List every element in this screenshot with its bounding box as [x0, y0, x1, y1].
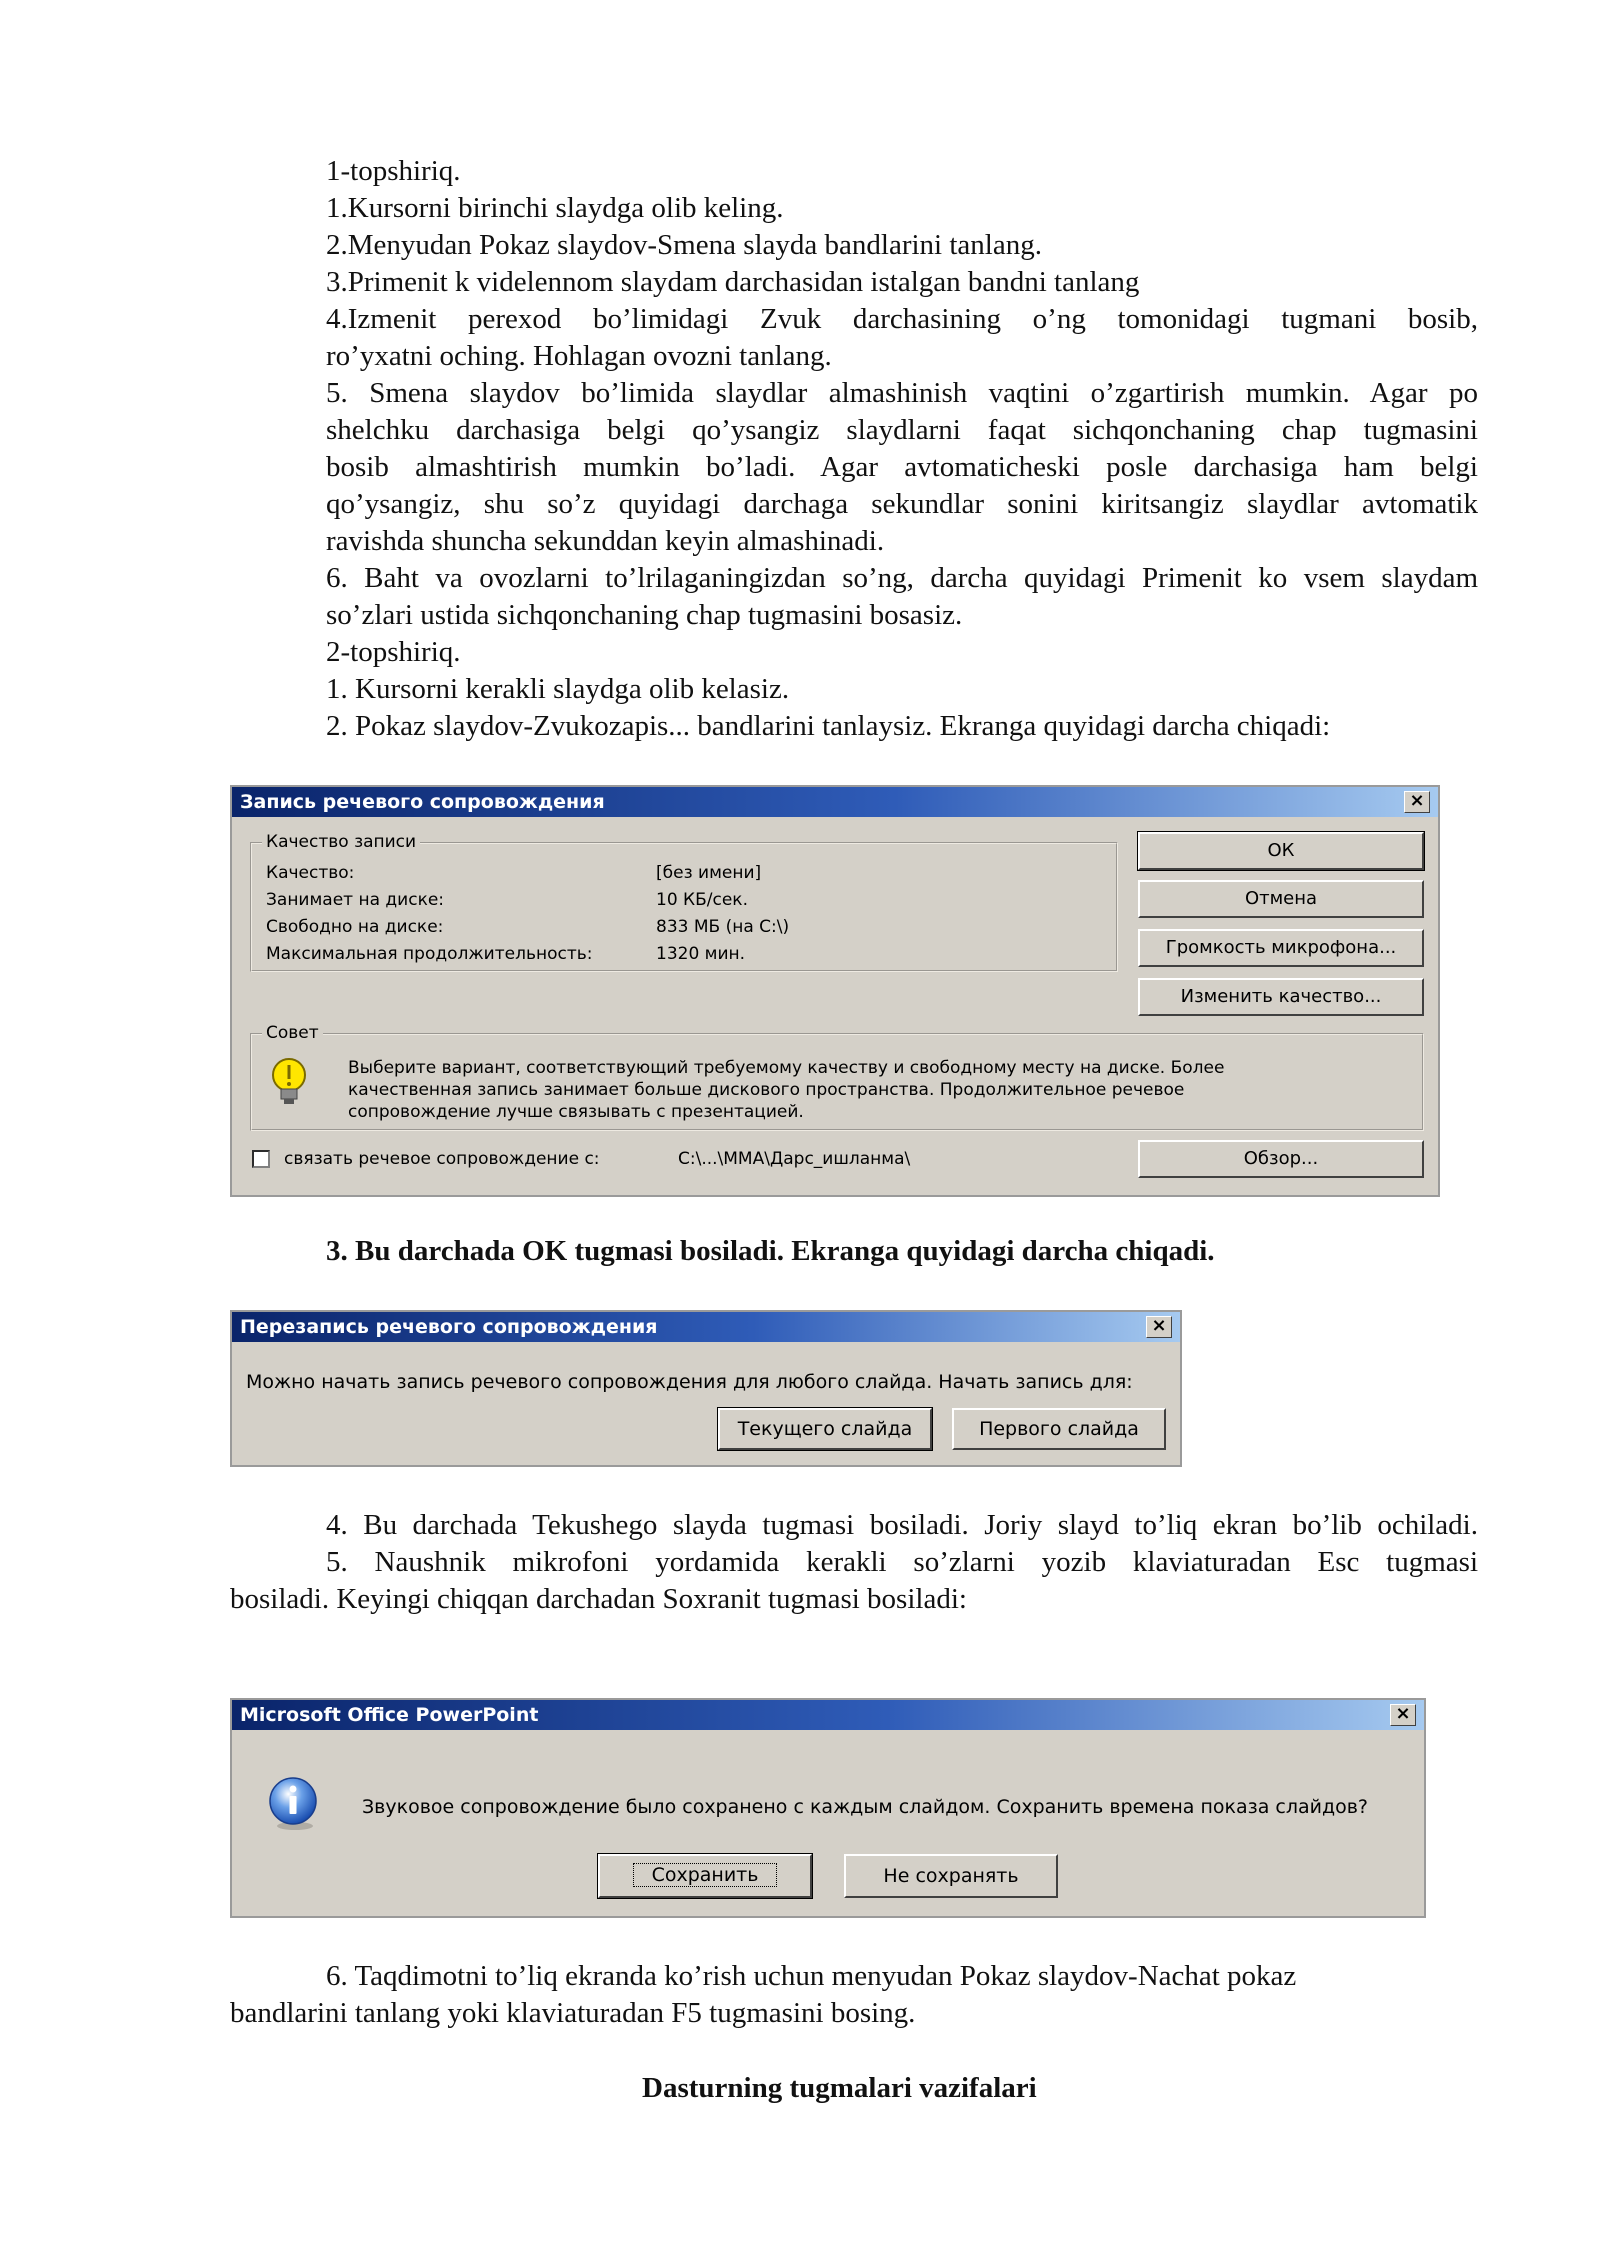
- dialog-message: Можно начать запись речевого сопровождения для любого слайда. Начать запись для:: [246, 1371, 1133, 1393]
- field-label: Качество:: [266, 863, 355, 883]
- dialog-title: Перезапись речевого сопровождения: [240, 1316, 658, 1338]
- text-line: 1.Kursorni birinchi slaydga olib keling.: [326, 192, 784, 224]
- browse-button[interactable]: Обзор...: [1138, 1140, 1424, 1178]
- rerecord-dialog: [230, 1310, 1182, 1467]
- cancel-button[interactable]: Отмена: [1138, 880, 1424, 918]
- text-line: 2.Menyudan Pokaz slaydov-Smena slayda bandlarini tanlang.: [326, 229, 1042, 261]
- close-icon[interactable]: ×: [1390, 1704, 1416, 1726]
- dialog-title: Microsoft Office PowerPoint: [240, 1704, 539, 1726]
- text-line: 4.Izmenit perexod bo’limidagi Zvuk darchasining o’ng tomonidagi tugmani bosib,: [326, 303, 1478, 335]
- change-quality-button[interactable]: Изменить качество...: [1138, 978, 1424, 1016]
- dialog-title: Запись речевого сопровождения: [240, 791, 605, 813]
- text-line: 5. Naushnik mikrofoni yordamida kerakli so’zlarni yozib klaviaturadan Esc tugmasi: [326, 1546, 1478, 1578]
- link-path: C:\...\MMA\Дарс_ишланма\: [678, 1149, 911, 1169]
- text-line: ro’yxatni oching. Hohlagan ovozni tanlang.: [326, 340, 832, 372]
- text-line: bandlarini tanlang yoki klaviaturadan F5 tugmasini bosing.: [230, 1997, 916, 2029]
- field-label: Максимальная продолжительность:: [266, 944, 593, 964]
- tip-text: Выберите вариант, соответствующий требуемому качеству и свободному месту на диске. Более: [348, 1058, 1225, 1078]
- link-checkbox[interactable]: [252, 1150, 270, 1168]
- group-label: Совет: [262, 1023, 323, 1043]
- ok-button[interactable]: ОК: [1138, 832, 1424, 870]
- text-line: 6. Baht va ovozlarni to’lrilaganingizdan so’ng, darcha quyidagi Primenit ko vsem slaydam: [326, 562, 1478, 594]
- text-line: 5. Smena slaydov bo’limida slaydlar almashinish vaqtini o’zgartirish mumkin. Agar po: [326, 377, 1478, 409]
- text-line: 1-topshiriq.: [326, 155, 461, 187]
- field-label: Занимает на диске:: [266, 890, 445, 910]
- dialog-titlebar: [232, 1312, 1180, 1342]
- text-line: bosiladi. Keyingi chiqqan darchadan Soxranit tugmasi bosiladi:: [230, 1583, 967, 1615]
- lightbulb-icon: [266, 1053, 312, 1109]
- text-line: bosib almashtirish mumkin bo’ladi. Agar avtomaticheski posle darchasiga ham belgi: [326, 451, 1478, 483]
- group-label: Качество записи: [262, 832, 420, 852]
- first-slide-button[interactable]: Первого слайда: [952, 1408, 1166, 1450]
- dialog-titlebar: [232, 787, 1438, 817]
- text-line: 6. Taqdimotni to’liq ekranda ko’rish uchun menyudan Pokaz slaydov-Nachat pokaz: [326, 1960, 1297, 1992]
- section-heading: Dasturning tugmalari vazifalari: [642, 2072, 1037, 2104]
- close-icon[interactable]: ×: [1146, 1316, 1172, 1338]
- close-icon[interactable]: ×: [1404, 791, 1430, 813]
- dialog-message: Звуковое сопровождение было сохранено с каждым слайдом. Сохранить времена показа слайдов?: [362, 1796, 1369, 1818]
- dont-save-button[interactable]: Не сохранять: [844, 1854, 1058, 1898]
- save-button-label: Сохранить: [633, 1863, 778, 1887]
- current-slide-button[interactable]: Текущего слайда: [718, 1408, 932, 1450]
- text-line: 2-topshiriq.: [326, 636, 461, 668]
- text-line: qo’ysangiz, shu so’z quyidagi darchaga sekundlar sonini kiritsangiz slaydlar avtomatik: [326, 488, 1478, 520]
- field-value: [без имени]: [656, 863, 762, 883]
- mic-volume-button[interactable]: Громкость микрофона...: [1138, 929, 1424, 967]
- powerpoint-save-dialog: [230, 1698, 1426, 1918]
- text-line: shelchku darchasiga belgi qo’ysangiz slaydlarni faqat sichqonchaning chap tugmasini: [326, 414, 1478, 446]
- text-line: 3.Primenit k videlennom slaydam darchasidan istalgan bandni tanlang: [326, 266, 1140, 298]
- text-line: 4. Bu darchada Tekushego slayda tugmasi bosiladi. Joriy slayd to’liq ekran bo’lib ochiladi.: [326, 1509, 1478, 1541]
- text-line: ravishda shuncha sekunddan keyin almashinadi.: [326, 525, 885, 557]
- text-line: 2. Pokaz slaydov-Zvukozapis... bandlarini tanlaysiz. Ekranga quyidagi darcha chiqadi:: [326, 710, 1331, 742]
- info-icon: [266, 1776, 322, 1832]
- field-value: 833 МБ (на С:\): [656, 917, 790, 937]
- field-value: 1320 мин.: [656, 944, 746, 964]
- quality-group: [250, 832, 1118, 972]
- tip-group: [250, 1023, 1424, 1131]
- dialog-titlebar: [232, 1700, 1424, 1730]
- link-label: связать речевое сопровождение с:: [284, 1149, 600, 1169]
- save-button[interactable]: [598, 1854, 812, 1898]
- step-heading: 3. Bu darchada OK tugmasi bosiladi. Ekranga quyidagi darcha chiqadi.: [326, 1235, 1215, 1267]
- tip-text: сопровождение лучше связывать с презентацией.: [348, 1102, 804, 1122]
- field-label: Свободно на диске:: [266, 917, 444, 937]
- tip-text: качественная запись занимает больше дискового пространства. Продолжительное речевое: [348, 1080, 1185, 1100]
- text-line: 1. Kursorni kerakli slaydga olib kelasiz.: [326, 673, 790, 705]
- voice-record-dialog: [230, 785, 1440, 1197]
- field-value: 10 КБ/сек.: [656, 890, 748, 910]
- text-line: so’zlari ustida sichqonchaning chap tugmasini bosasiz.: [326, 599, 963, 631]
